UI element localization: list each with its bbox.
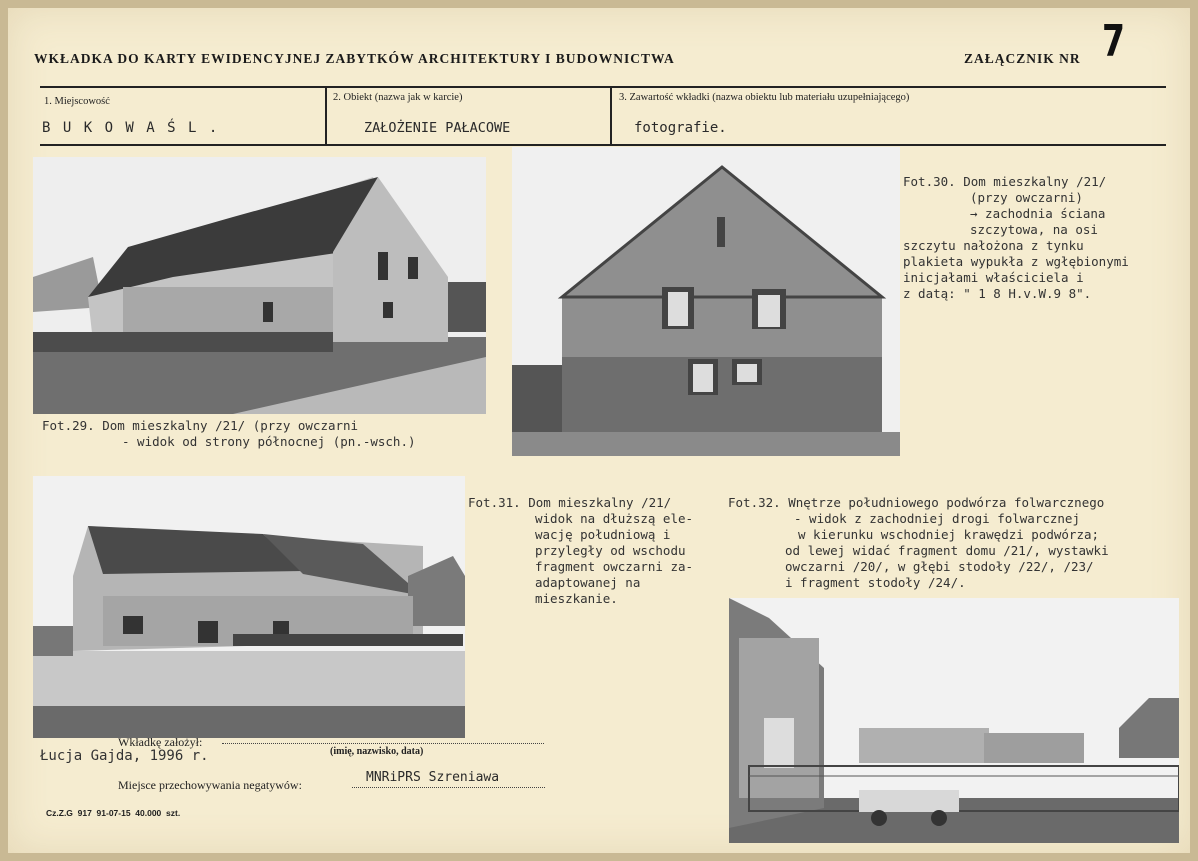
attachment-number: 7 bbox=[1102, 16, 1125, 67]
contents-label: 3. Zawartość wkładki (nazwa obiektu lub materiału uzupełniającego) bbox=[619, 92, 910, 103]
photo-29 bbox=[33, 157, 486, 414]
caption-fot30-line6: plakieta wypukła z wgłębionymi bbox=[903, 254, 1129, 269]
caption-fot30-line3: → zachodnia ściana bbox=[970, 206, 1106, 221]
caption-fot31-line1: Fot.31. Dom mieszkalny /21/ bbox=[468, 495, 672, 510]
negatives-value: MNRiPRS Szreniawa bbox=[366, 770, 500, 785]
caption-fot32-line3: w kierunku wschodniej krawędzi podwórza; bbox=[798, 527, 1100, 542]
caption-fot30-line8: z datą: " 1 8 H.v.W.9 8". bbox=[903, 286, 1092, 301]
caption-fot32-line5: owczarni /20/, w głębi stodoły /22/, /23/ bbox=[785, 559, 1094, 574]
founder-value: Łucja Gajda, 1996 r. bbox=[40, 748, 209, 764]
caption-fot31-line6: adaptowanej na bbox=[535, 575, 641, 590]
caption-fot32-line4: od lewej widać fragment domu /21/, wystawki bbox=[785, 543, 1109, 558]
locality-value: B U K O W A Ś L . bbox=[42, 120, 220, 136]
header-rule-top bbox=[40, 86, 1166, 88]
caption-fot29-line1: Fot.29. Dom mieszkalny /21/ (przy owczarni bbox=[42, 418, 359, 433]
form-title: WKŁADKA DO KARTY EWIDENCYJNEJ ZABYTKÓW ARCHITEKTURY I BUDOWNICTWA bbox=[34, 51, 675, 66]
caption-fot29-line2: - widok od strony północnej (pn.-wsch.) bbox=[122, 434, 416, 449]
contents-value: fotografie. bbox=[634, 120, 727, 136]
field-divider-1 bbox=[325, 88, 327, 144]
caption-fot30-line4: szczytowa, na osi bbox=[970, 222, 1098, 237]
founder-hint: (imię, nazwisko, data) bbox=[330, 746, 424, 757]
photo-31 bbox=[33, 476, 465, 738]
object-label: 2. Obiekt (nazwa jak w karcie) bbox=[333, 92, 463, 103]
print-info: Cz.Z.G 917 91-07-15 40.000 szt. bbox=[46, 808, 181, 818]
caption-fot31-line7: mieszkanie. bbox=[535, 591, 618, 606]
attachment-label: ZAŁĄCZNIK NR bbox=[964, 51, 1081, 66]
negatives-dotted-line bbox=[352, 787, 545, 788]
caption-fot30-line2: (przy owczarni) bbox=[970, 190, 1083, 205]
locality-label: 1. Miejscowość bbox=[44, 96, 110, 107]
photo-32 bbox=[729, 598, 1179, 843]
caption-fot30-line1: Fot.30. Dom mieszkalny /21/ bbox=[903, 174, 1107, 189]
caption-fot31-line4: przyległy od wschodu bbox=[535, 543, 686, 558]
negatives-label: Miejsce przechowywania negatywów: bbox=[118, 778, 302, 792]
founder-dotted-line bbox=[222, 743, 544, 744]
founder-label: Wkładkę założył: bbox=[118, 735, 203, 749]
photo-30 bbox=[512, 147, 900, 456]
caption-fot32-line2: - widok z zachodniej drogi folwarcznej bbox=[794, 511, 1080, 526]
header-rule-bottom bbox=[40, 144, 1166, 146]
caption-fot32-line1: Fot.32. Wnętrze południowego podwórza folwarcznego bbox=[728, 495, 1105, 510]
caption-fot30-line7: inicjałami właściciela i bbox=[903, 270, 1084, 285]
field-divider-2 bbox=[610, 88, 612, 144]
caption-fot32-line6: i fragment stodoły /24/. bbox=[785, 575, 966, 590]
caption-fot31-line3: wację południową i bbox=[535, 527, 671, 542]
caption-fot30-line5: szczytu nałożona z tynku bbox=[903, 238, 1084, 253]
caption-fot31-line5: fragment owczarni za- bbox=[535, 559, 694, 574]
caption-fot31-line2: widok na dłuższą ele- bbox=[535, 511, 694, 526]
object-value: ZAŁOŻENIE PAŁACOWE bbox=[364, 120, 511, 136]
